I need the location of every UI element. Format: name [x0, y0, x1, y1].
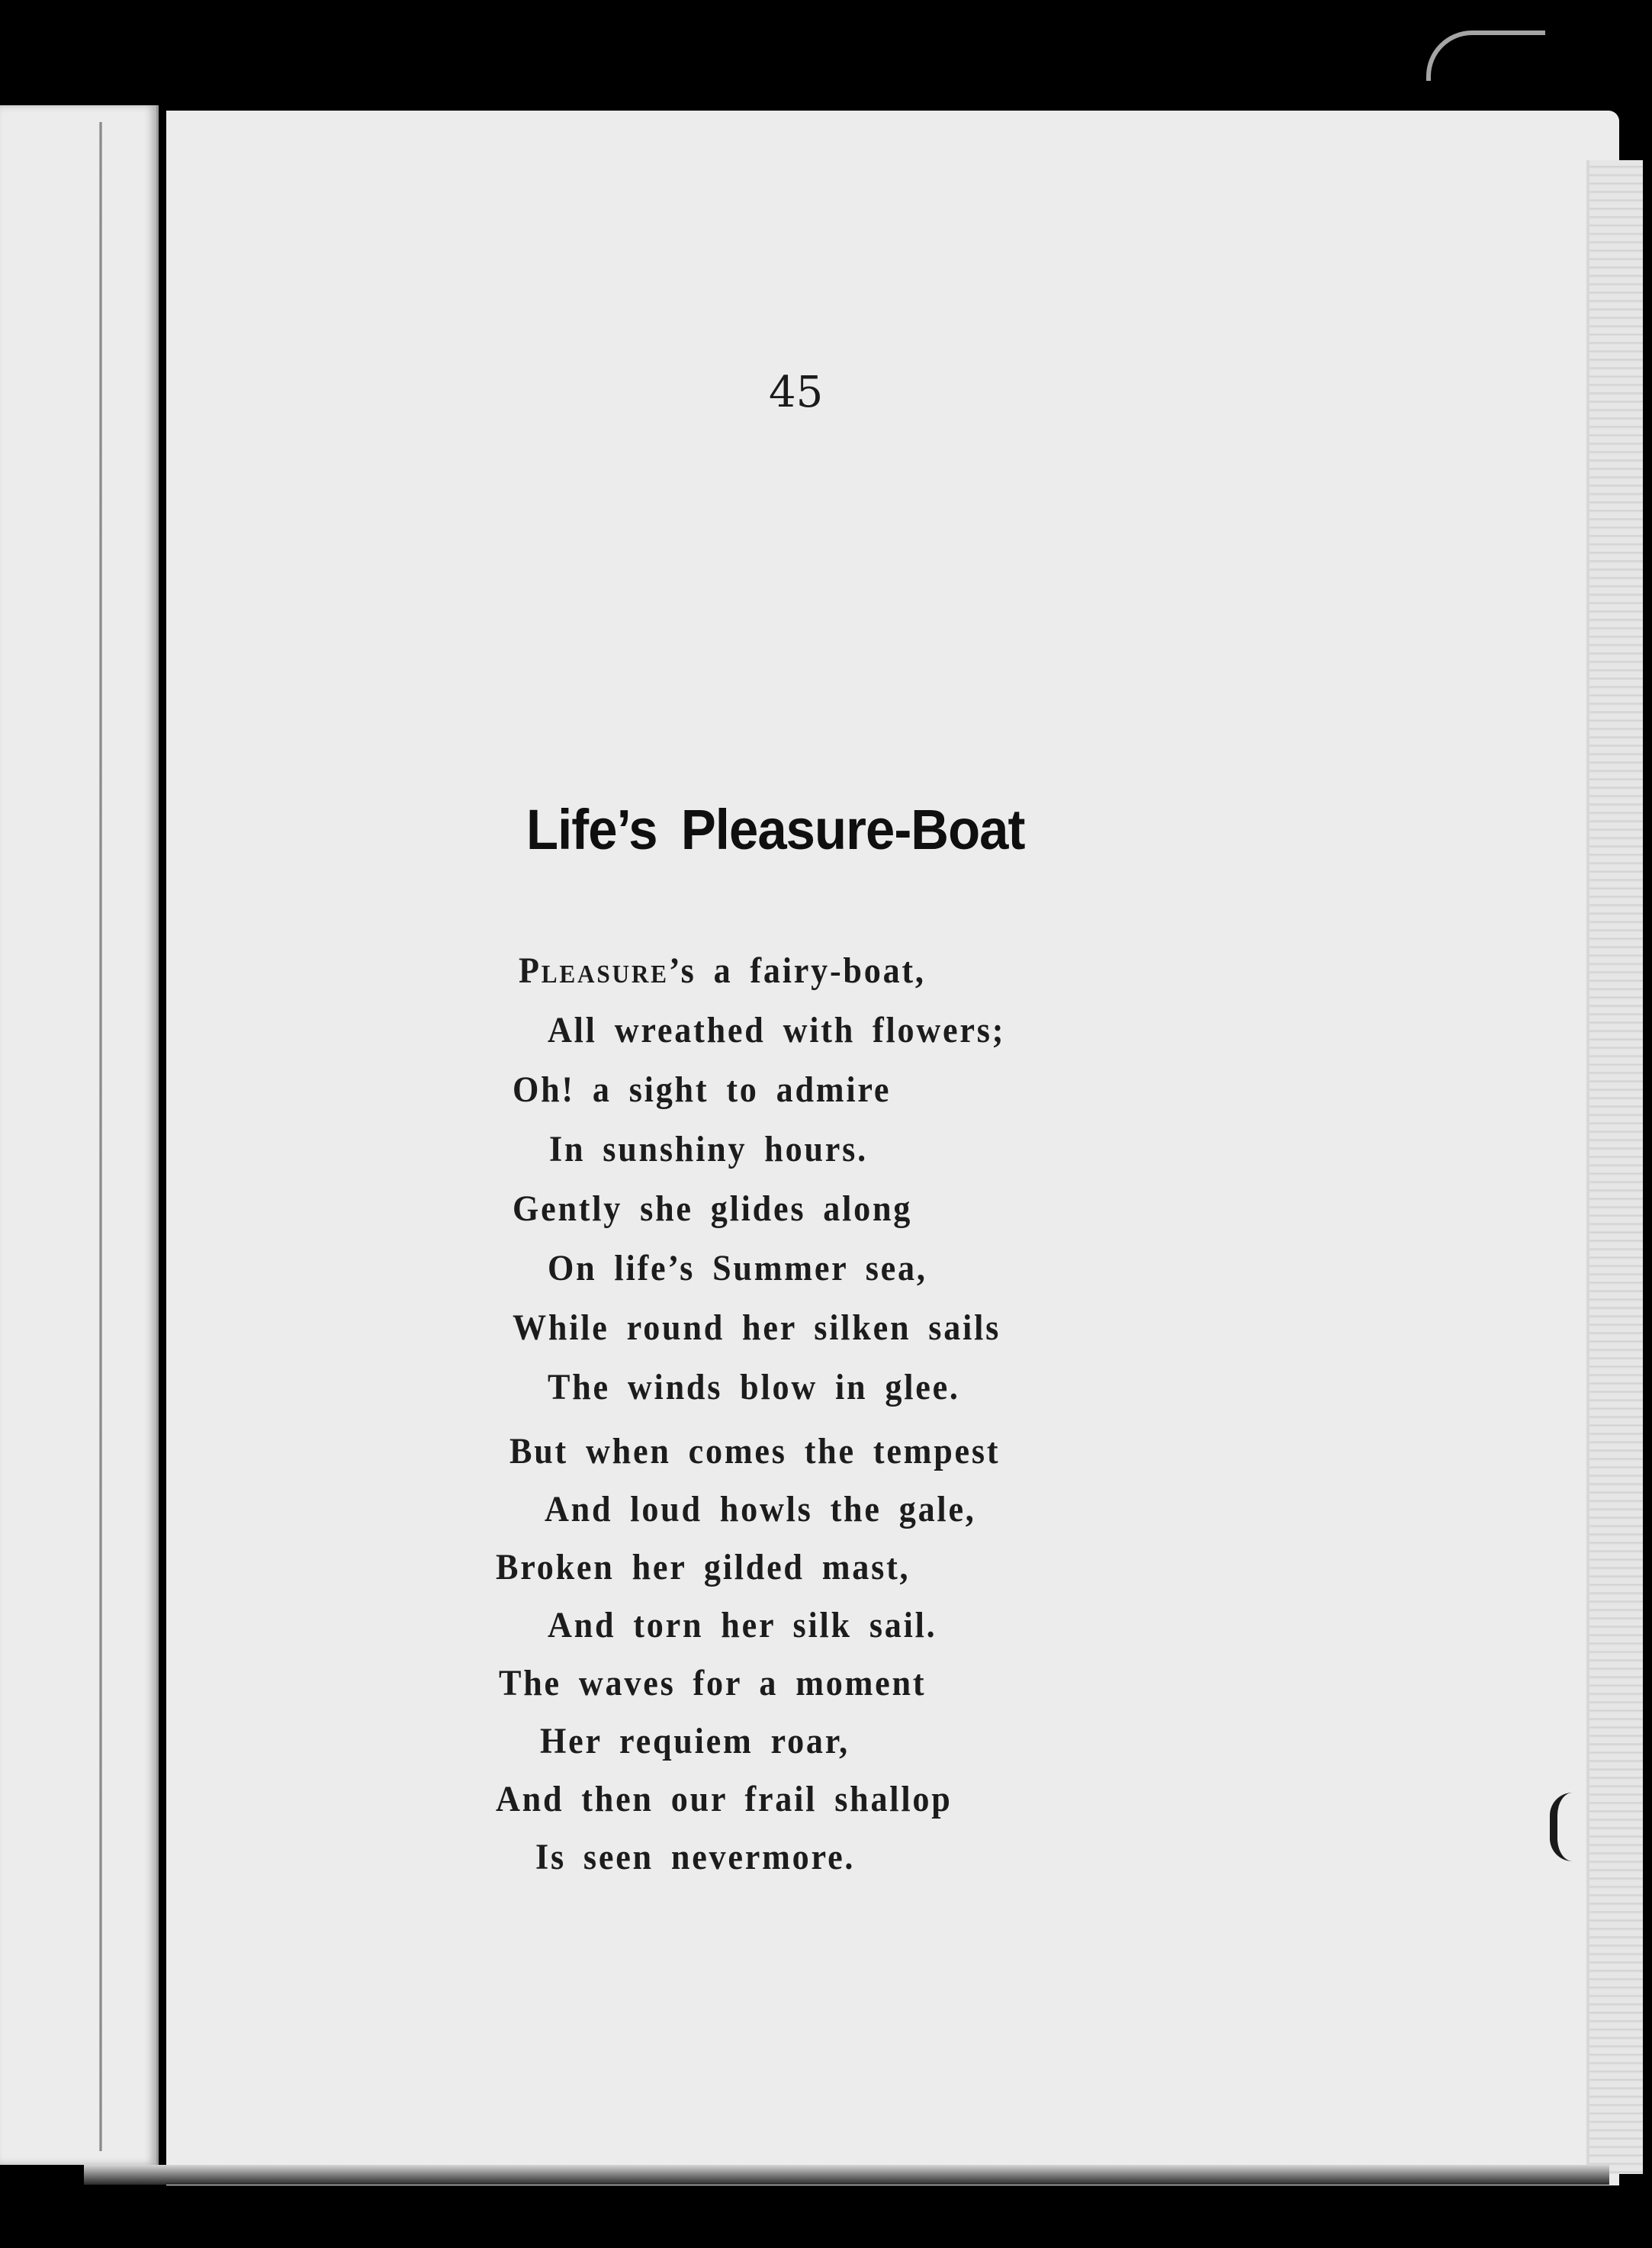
- facing-page-edge: [0, 105, 159, 2165]
- poem-line: Gently she glides along: [513, 1188, 913, 1229]
- poem-line: Her requiem roar,: [540, 1721, 850, 1761]
- poem-line: In sunshiny hours.: [549, 1129, 868, 1169]
- page-bottom-edge: [84, 2165, 1609, 2185]
- scan-artifact-clip: [1550, 1793, 1577, 1861]
- poem-line: And loud howls the gale,: [545, 1489, 976, 1529]
- poem-line: The waves for a moment: [499, 1663, 927, 1703]
- smallcaps-opening-word: Pleasure: [519, 950, 669, 991]
- book-gutter: [99, 122, 102, 2151]
- poem-line: While round her silken sails: [513, 1307, 1001, 1348]
- book-page: [166, 111, 1619, 2185]
- poem-line: Oh! a sight to admire: [513, 1069, 892, 1110]
- poem-line: On life’s Summer sea,: [548, 1248, 927, 1288]
- poem-line: The winds blow in glee.: [548, 1367, 960, 1407]
- poem-title: Life’s Pleasure-Boat: [526, 798, 1025, 861]
- poem-line: Broken her gilded mast,: [496, 1547, 911, 1587]
- poem-line: And then our frail shallop: [496, 1779, 953, 1819]
- page-deckle-edge: [1586, 160, 1643, 2174]
- poem-line: And torn her silk sail.: [548, 1605, 937, 1645]
- poem-line: [519, 950, 926, 992]
- poem-line: All wreathed with flowers;: [548, 1010, 1006, 1050]
- page-number: 45: [769, 368, 824, 417]
- poem-line: Is seen nevermore.: [535, 1837, 856, 1877]
- poem-line: But when comes the tempest: [509, 1431, 1001, 1471]
- poem-line-rest: ’s a fairy-boat,: [668, 950, 926, 991]
- scan-artifact-curl: [1426, 31, 1545, 81]
